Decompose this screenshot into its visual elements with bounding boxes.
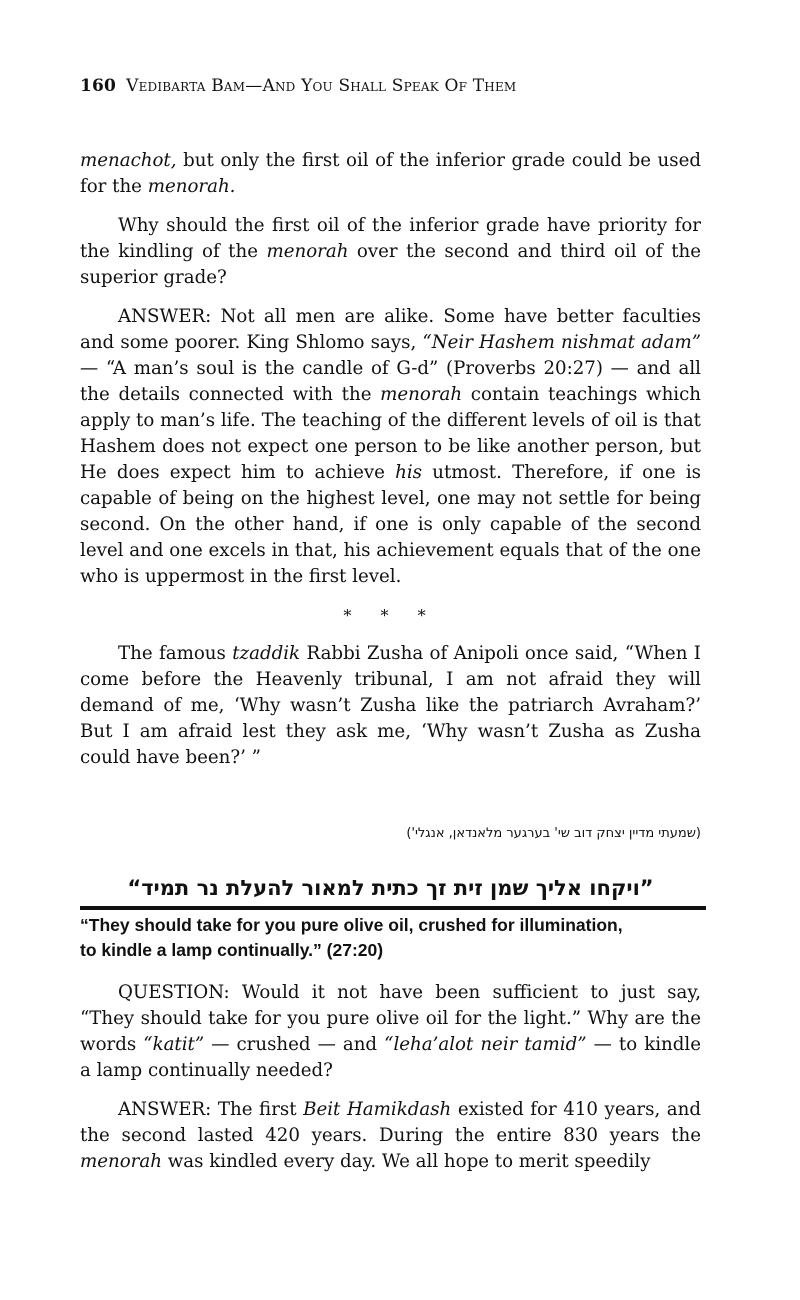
text-span: existed for 410 years, and the second lasted 420 years. During the entire 830 years the [80, 1099, 702, 1146]
section-katit [80, 980, 701, 1188]
running-head [80, 76, 720, 96]
term-menorah: menorah. [147, 176, 236, 197]
quote-neir-hashem: “Neir Hashem nishmat adam” [422, 332, 701, 353]
text-span: Rabbi Zusha of Anipoli once said, “When I come before the Heavenly tribunal, I am not afraid they will demand of me, ‘Why wasn’t Zusha like the patriarch Avraham?’ But I am afraid lest they ask me, ‘Why wasn’t Zusha as Zusha could have been?’ ” [80, 643, 701, 768]
running-head-title: Vedibarta Bam—And You Shall Speak Of Them [126, 76, 517, 96]
term-tzaddik: tzaddik [232, 643, 301, 664]
text-span: utmost. Therefore, if one is capable of being on the highest level, one may not settle for being second. On the other hand, if one is only capable of the second level and one excels in that, his achievement equals that of the one who is uppermost in the first level. [80, 462, 701, 587]
text-span: contain teachings which apply to man’s life. The teaching of the different levels of oil is that Hashem does not expect one person to be like another person, but He does expect him to achieve [80, 384, 701, 483]
term-menorah: menorah [266, 241, 349, 262]
text-span: QUESTION: Would it not have been sufficient to just say, “They should take for you pure olive oil for the light.” Why are the words [80, 982, 701, 1055]
paragraph-zusha [80, 641, 701, 771]
verse-line-1: “They should take for you pure olive oil, crushed for illumination, [80, 915, 623, 935]
text-span: — “A man’s soul is the candle of G-d” (Proverbs 20:27) — and all the details connected with the [80, 358, 701, 405]
source-attribution: (שמעתי מדיין יצחק דוב שי' בערגער מלאנדאן, אנגלי') [406, 826, 701, 841]
text-span: The famous [118, 643, 233, 664]
text-span: ANSWER: The first [118, 1099, 304, 1120]
page-number: 160 [80, 76, 117, 96]
term-lehaalot: “leha’alot neir tamid” [384, 1034, 587, 1055]
paragraph-answer [80, 1097, 701, 1175]
text-span: was kindled every day. We all hope to merit speedily [161, 1151, 651, 1172]
text-span: but only the first oil of the inferior grade could be used for the [80, 150, 701, 197]
text-span: — crushed — and [204, 1034, 385, 1055]
term-menachot: menachot, [80, 150, 177, 171]
paragraph-question [80, 980, 701, 1084]
verse-line-2: to kindle a lamp continually.” (27:20) [80, 940, 384, 960]
text-span: ANSWER: Not all men are alike. Some have better faculties and some poorer. King Shlomo says, [80, 306, 701, 353]
section-divider-stars: * * * [343, 606, 438, 625]
term-beit-hamikdash: Beit Hamikdash [303, 1099, 452, 1120]
emphasis-his: his [395, 462, 422, 483]
paragraph-question [80, 213, 701, 291]
section-oil-grades [80, 148, 701, 784]
text-span: Why should the first oil of the inferior grade have priority for the kindling of the [80, 215, 701, 262]
term-katit: “katit” [143, 1034, 205, 1055]
heading-rule [80, 906, 706, 910]
term-menorah: menorah [80, 1151, 162, 1172]
term-menorah: menorah [380, 384, 463, 405]
paragraph-continuation [80, 148, 701, 200]
english-verse-heading [80, 913, 701, 963]
paragraph-answer [80, 304, 701, 590]
text-span: — to kindle a lamp continually needed? [80, 1034, 701, 1081]
hebrew-verse-heading: ”ויקחו אליך שמן זית זך כתית למאור להעלת נר תמיד“ [127, 876, 654, 900]
text-span: over the second and third oil of the superior grade? [80, 241, 701, 288]
